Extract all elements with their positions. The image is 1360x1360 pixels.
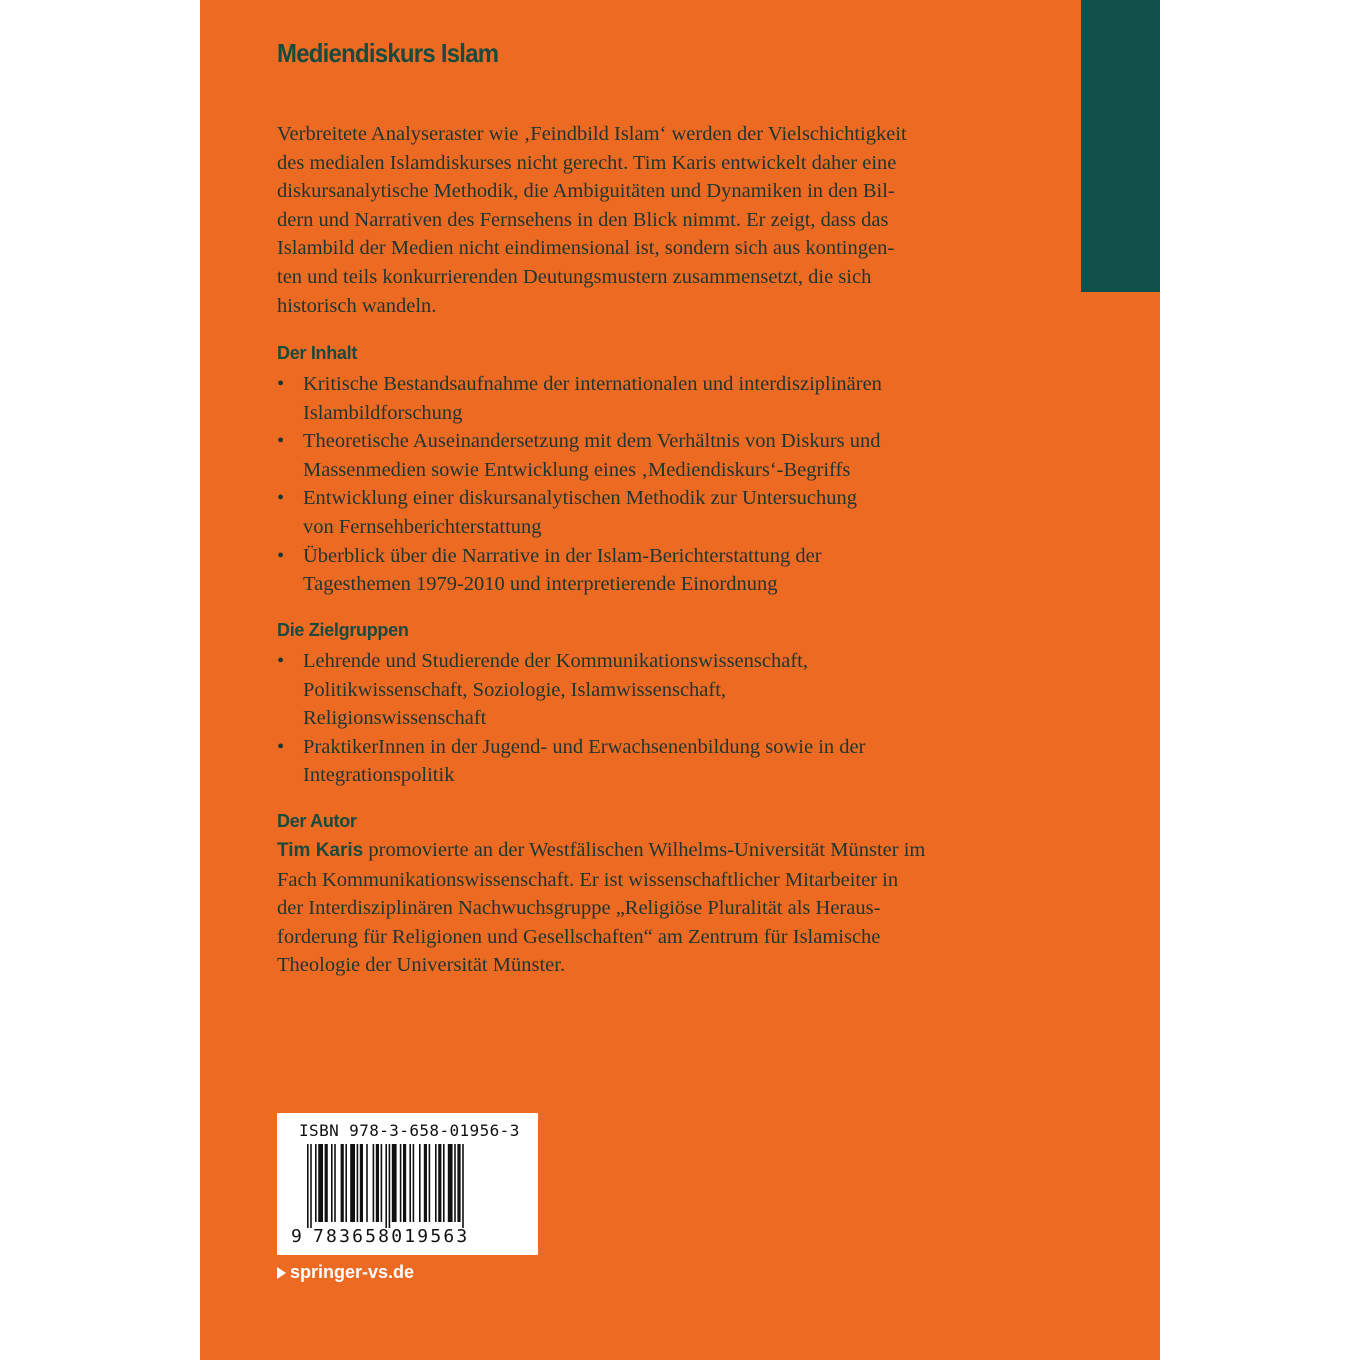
list-item-line: Theoretische Auseinandersetzung mit dem Verhältnis von Diskurs und <box>303 430 881 453</box>
barcode-bar <box>325 1144 328 1222</box>
intro-line: des medialen Islamdiskurses nicht gerecht. Tim Karis entwickelt daher eine <box>277 151 897 174</box>
barcode-bar <box>345 1144 347 1222</box>
list-item-line: Religionswissenschaft <box>303 707 487 730</box>
list-item-line: Überblick über die Narrative in der Islam-Berichterstattung der <box>303 544 822 567</box>
intro-line: Islambild der Medien nicht eindimensional ist, sondern sich aus kontingen- <box>277 237 895 260</box>
list-item-line: Politikwissenschaft, Soziologie, Islamwissenschaft, <box>303 678 727 701</box>
barcode-bar <box>392 1144 397 1222</box>
barcode-bar <box>419 1144 421 1222</box>
barcode-bar <box>350 1144 355 1222</box>
author-line-rest: promovierte an der Westfälischen Wilhelms-Universität Münster im <box>363 839 926 861</box>
barcode-bar <box>385 1144 387 1228</box>
list-item <box>277 427 989 484</box>
list-item-line: Massenmedien sowie Entwicklung eines ‚Mediendiskurs‘-Begriffs <box>303 458 851 481</box>
author-line: Theologie der Universität Münster. <box>277 954 566 977</box>
section-heading-inhalt: Der Inhalt <box>277 343 358 363</box>
barcode-bar <box>409 1144 411 1222</box>
bullet-icon: • <box>277 544 285 567</box>
zielgruppen-list <box>277 647 989 790</box>
isbn-label: ISBN 978-3-658-01956-3 <box>299 1121 520 1140</box>
list-item-line: PraktikerInnen in der Jugend- und Erwachsenenbildung sowie in der <box>303 735 866 758</box>
barcode-bar <box>448 1144 453 1222</box>
intro-line: diskursanalytische Methodik, die Ambiguitäten und Dynamiken in den Bil- <box>277 180 895 203</box>
intro-line: Verbreitete Analyseraster wie ‚Feindbild Islam‘ werden der Vielschichtigkeit <box>277 123 907 145</box>
bullet-icon: • <box>277 430 285 453</box>
intro-paragraph <box>277 120 989 320</box>
barcode-bar <box>341 1144 344 1222</box>
list-item <box>277 484 989 541</box>
barcode-bar <box>381 1144 383 1222</box>
cover-accent-tab <box>1081 0 1160 292</box>
book-title: Mediendiskurs Islam <box>277 38 499 68</box>
barcode-bar <box>403 1144 406 1222</box>
barcode-bar <box>331 1144 333 1222</box>
author-line: Fach Kommunikationswissenschaft. Er ist wissenschaftlicher Mitarbeiter in <box>277 868 899 891</box>
barcode-bar <box>457 1144 460 1222</box>
barcode-bar <box>435 1144 437 1222</box>
author-name: Tim Karis <box>277 840 364 861</box>
intro-line: ten und teils konkurrierenden Deutungsmustern zusammensetzt, die sich <box>277 265 872 288</box>
intro-line: historisch wandeln. <box>277 294 437 317</box>
barcode-bar <box>389 1144 391 1228</box>
bullet-icon: • <box>277 650 285 672</box>
list-item <box>277 647 989 733</box>
barcode-bar <box>315 1144 317 1222</box>
ean-digits: 783658019563 <box>313 1226 470 1247</box>
list-item-line: Tagesthemen 1979-2010 und interpretierende Einordnung <box>303 573 778 596</box>
inhalt-list <box>277 370 989 599</box>
intro-line: dern und Narrativen des Fernsehens in den Blick nimmt. Er zeigt, dass das <box>277 208 889 231</box>
bullet-icon: • <box>277 735 285 758</box>
barcode-bar <box>373 1144 375 1222</box>
barcode-bars-icon <box>307 1144 512 1228</box>
bullet-icon: • <box>277 487 285 510</box>
publisher-url: springer-vs.de <box>290 1262 415 1282</box>
list-item-line: Integrationspolitik <box>303 764 455 787</box>
barcode-bar <box>310 1144 312 1228</box>
list-item-line: von Fernsehberichterstattung <box>303 515 542 538</box>
barcode-bar <box>376 1144 379 1222</box>
barcode-bar <box>413 1144 415 1222</box>
author-line: forderung für Religionen und Gesellschaften“ am Zentrum für Islamische <box>277 925 881 948</box>
barcode-bar <box>429 1144 431 1222</box>
bullet-icon: • <box>277 373 285 395</box>
barcode-bar <box>366 1144 368 1222</box>
author-paragraph <box>277 836 989 980</box>
list-item-line: Kritische Bestandsaufnahme der internationalen und interdisziplinären <box>303 373 882 395</box>
list-item <box>277 733 989 790</box>
author-line: der Interdisziplinären Nachwuchsgruppe „Religiöse Pluralität als Heraus- <box>277 897 881 920</box>
list-item <box>277 370 989 427</box>
barcode-bar <box>438 1144 441 1222</box>
barcode-bar <box>400 1144 402 1222</box>
barcode-bar <box>424 1144 427 1222</box>
barcode-bar <box>443 1144 445 1222</box>
barcode-bar <box>454 1144 456 1222</box>
list-item-line: Entwicklung einer diskursanalytischen Methodik zur Untersuchung <box>303 487 857 510</box>
triangle-right-icon <box>277 1267 286 1279</box>
barcode-bar <box>357 1144 359 1222</box>
barcode-bar <box>318 1144 323 1222</box>
list-item-line: Islambildforschung <box>303 401 463 424</box>
author-line <box>277 836 989 866</box>
list-item-line: Lehrende und Studierende der Kommunikationswissenschaft, <box>303 650 808 672</box>
barcode-bar <box>462 1144 464 1228</box>
ean-first-digit: 9 <box>291 1226 302 1247</box>
barcode-bar <box>334 1144 336 1222</box>
publisher-link[interactable] <box>277 1262 414 1283</box>
isbn-barcode <box>277 1113 538 1255</box>
section-heading-autor: Der Autor <box>277 811 357 831</box>
barcode-bar <box>307 1144 309 1228</box>
barcode-bar <box>360 1144 363 1222</box>
list-item <box>277 542 989 599</box>
section-heading-zielgruppen: Die Zielgruppen <box>277 620 409 640</box>
